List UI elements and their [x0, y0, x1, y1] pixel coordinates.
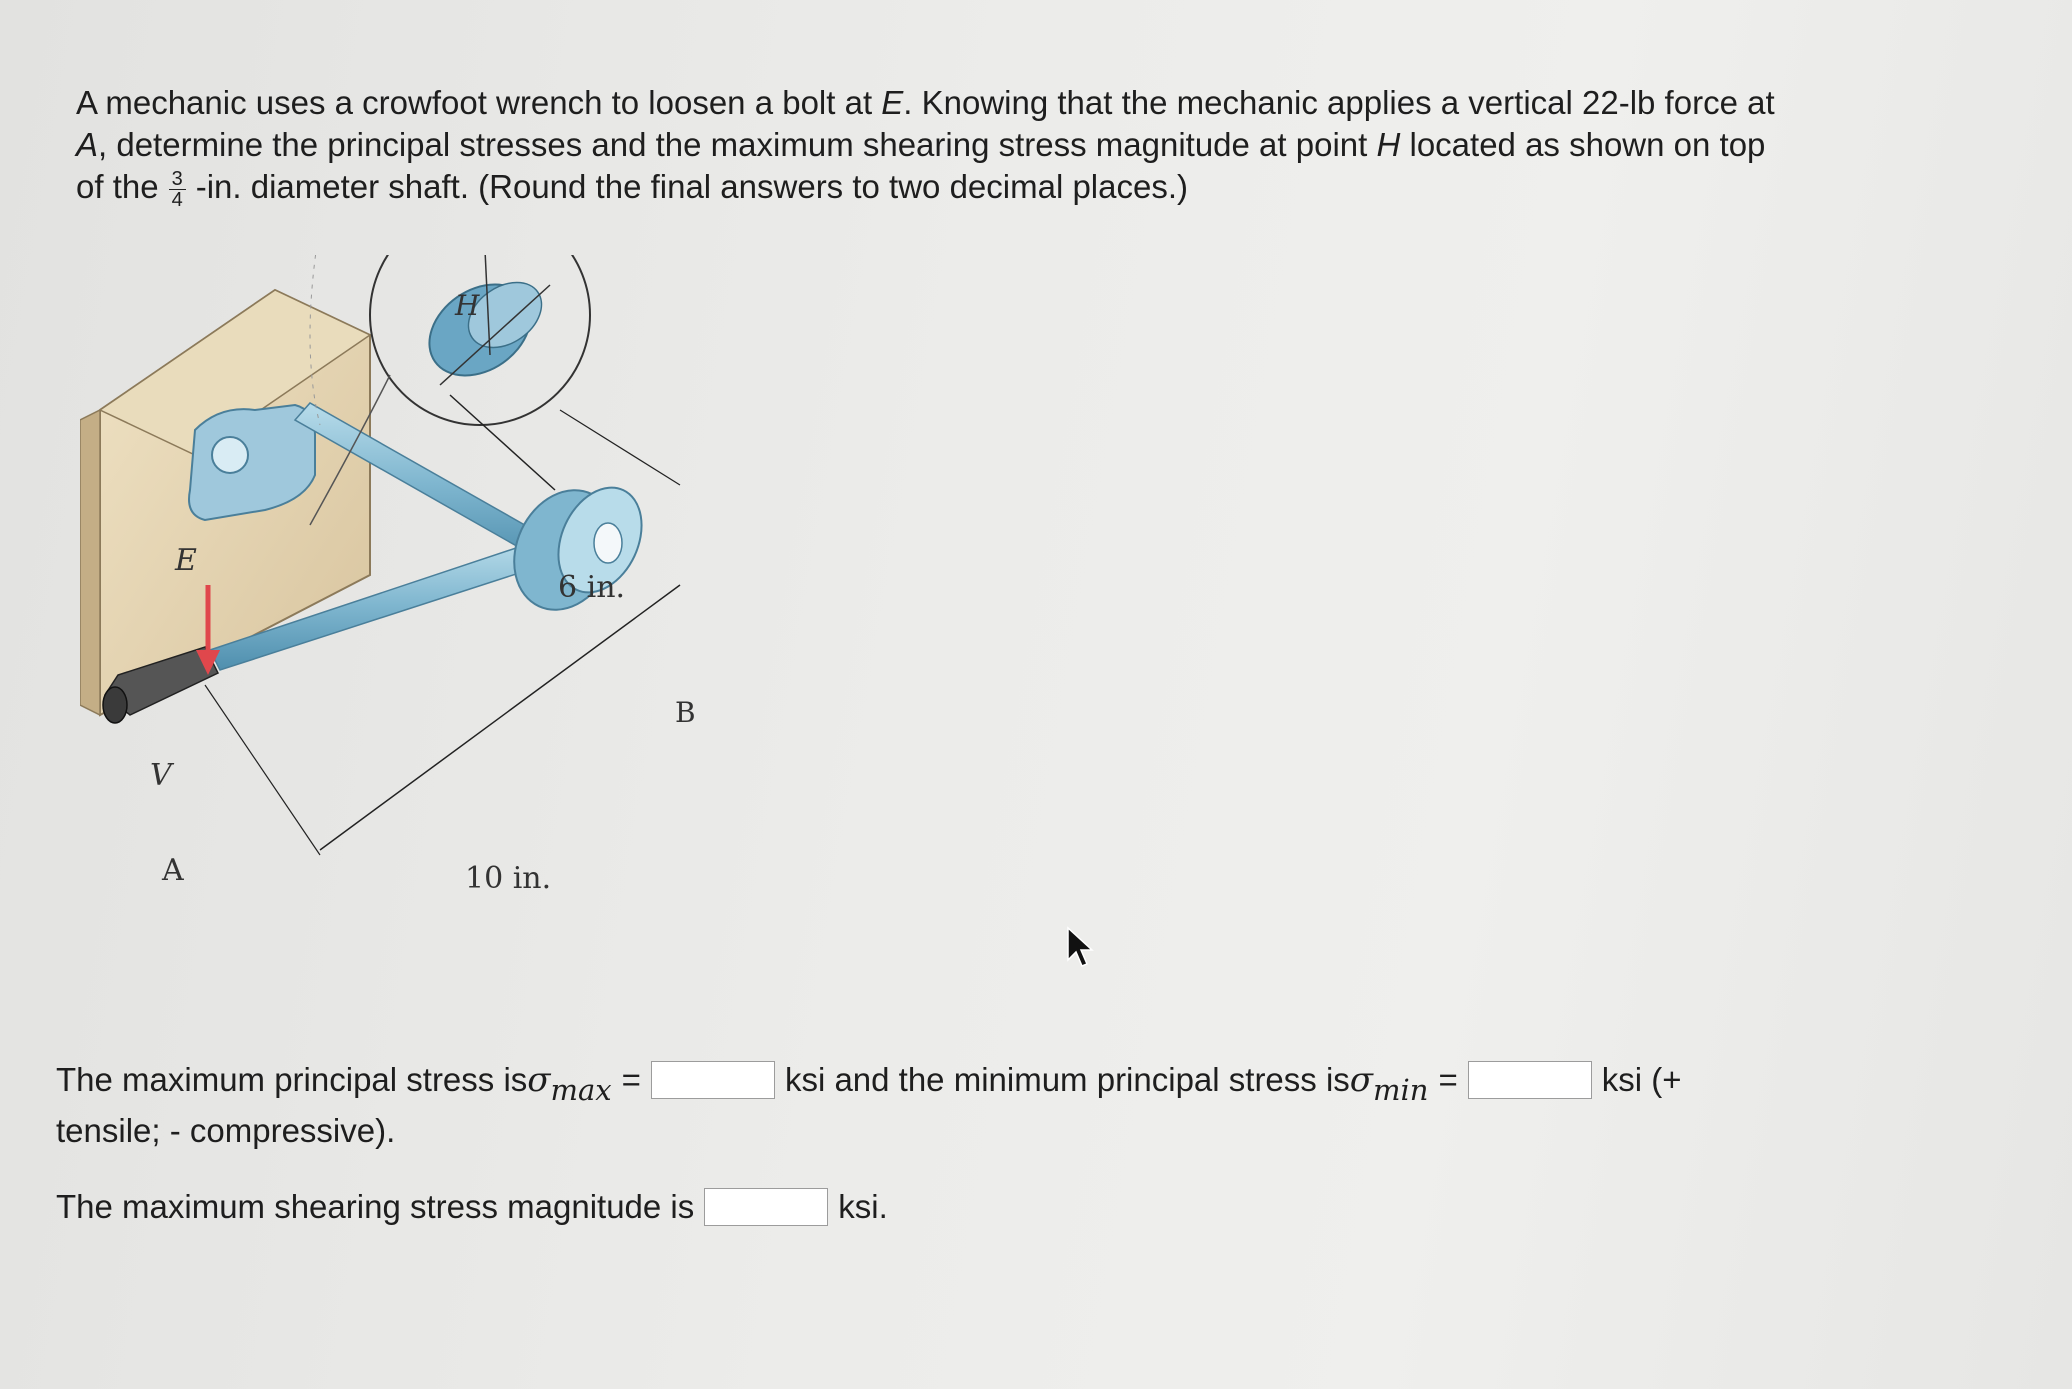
- dim-6in-label: 6 in.: [558, 570, 626, 605]
- label-a: A: [162, 853, 184, 888]
- question-text: [76, 82, 1896, 210]
- max-shear-input[interactable]: [704, 1188, 828, 1226]
- question-part-6: -in. diameter shaft. (Round the final answers to two decimal places.): [195, 168, 1188, 205]
- label-b: B: [675, 696, 696, 729]
- point-h-label: H: [1376, 126, 1401, 163]
- sigma-max-symbol: σmax: [527, 1060, 612, 1107]
- sigma-min-symbol: σmin: [1349, 1060, 1429, 1107]
- principal-stress-line: The maximum principal stress is σmax = ksi and the minimum principal stress is σmin = ksi (+: [56, 1060, 1682, 1107]
- question-part-3: , determine the principal stresses and the maximum shearing stress magnitude at point: [98, 126, 1377, 163]
- diameter-fraction: $\frac{3}{4}$: [169, 169, 186, 210]
- bolt-label: E: [881, 84, 904, 121]
- mouse-pointer-icon: [1066, 926, 1094, 970]
- dim-10in-line: [320, 585, 680, 850]
- sigma-max-input[interactable]: [651, 1061, 775, 1099]
- label-h: H: [455, 289, 480, 322]
- question-part-2: . Knowing that the mechanic applies a vertical 22-lb force at: [903, 84, 1775, 121]
- question-part-4: located as shown on top: [1400, 126, 1766, 163]
- dim-6in-line: [450, 395, 555, 490]
- question-part-1: A mechanic uses a crowfoot wrench to loosen a bolt at: [76, 84, 882, 121]
- wrench-diagram: [80, 255, 780, 1005]
- sigma-min-input[interactable]: [1468, 1061, 1592, 1099]
- label-e: E: [175, 543, 197, 578]
- label-v: V: [150, 758, 172, 793]
- question-part-5: of the: [76, 168, 159, 205]
- sign-convention-line: tensile; - compressive).: [56, 1112, 396, 1149]
- wrench-figure: [80, 255, 780, 1005]
- dim-10in-label: 10 in.: [465, 861, 552, 896]
- point-a-label: A: [76, 126, 99, 163]
- shear-stress-line: The maximum shearing stress magnitude is ksi.: [56, 1188, 888, 1225]
